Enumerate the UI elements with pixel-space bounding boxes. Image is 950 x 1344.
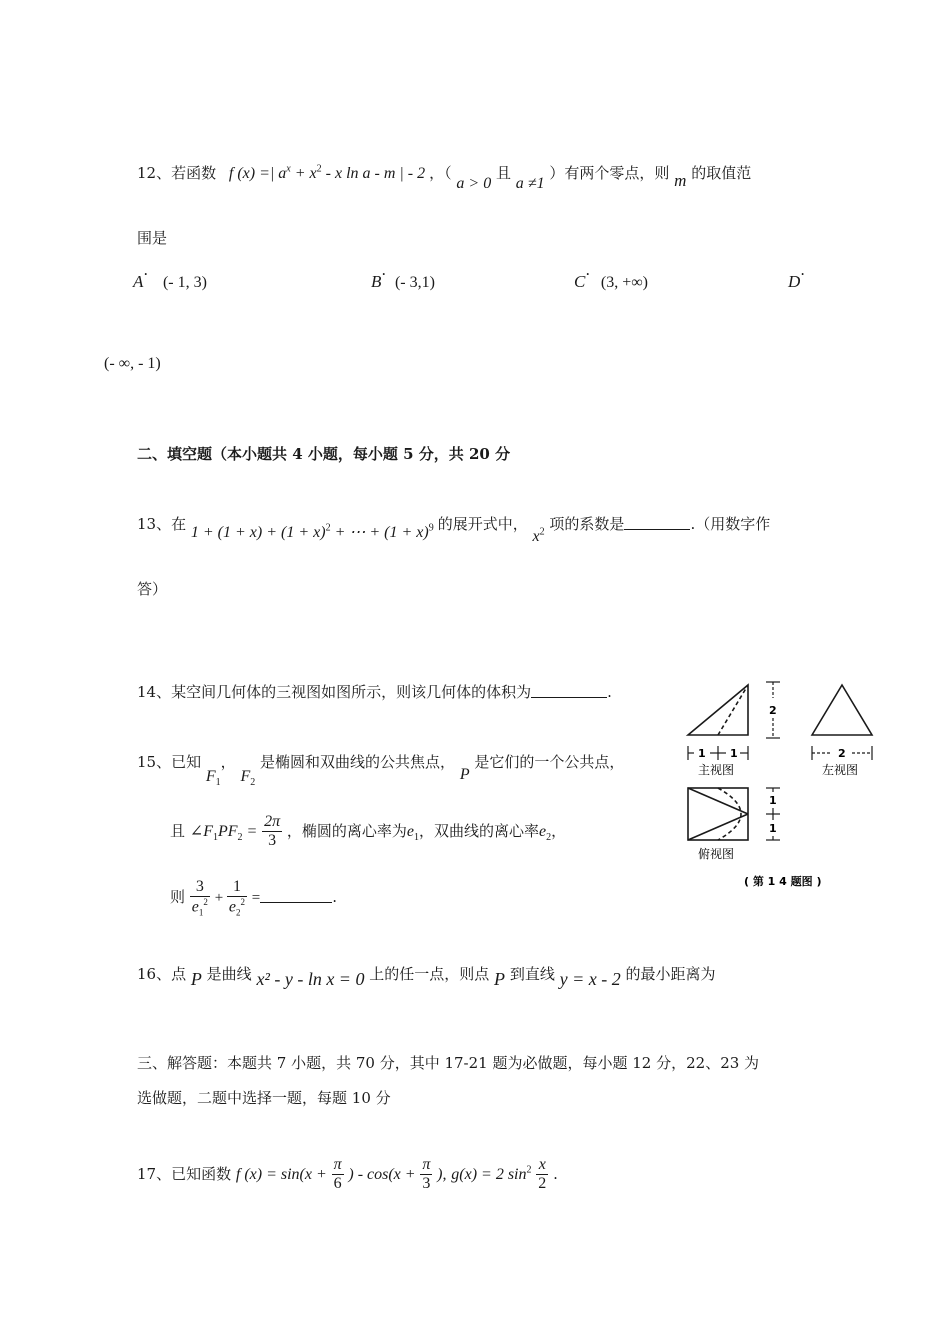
q15-answer-blank[interactable] <box>260 888 332 903</box>
dimension-1a: 1 <box>698 747 706 760</box>
q15-line1: 15、已知 $F_1$， $F_2$ 是椭圆和双曲线的公共焦点， P 是它们的一个公共点， <box>137 753 625 789</box>
q15-line2: 且 $\angle F_1PF_2$ = $\frac{2\pi}{3}$ ，椭圆的离心率为$e_1$，双曲线的离心率$e_2$， <box>170 813 567 850</box>
q15-fraction-1-e2: $\frac{1}{e_2^2}$ <box>228 878 246 918</box>
q12-line1 <box>137 162 752 192</box>
q12-function: f (x) =| $a^x + x^2 - x$ ln a - m | - 2 <box>228 163 426 182</box>
q17-g: g(x) = 2 $\sin^2$ <box>451 1164 532 1183</box>
q13-line1: 13、在 $1 + (1 + x) + (1 + x)^2$ + ⋯ + $(1 + x)^9$ 的展开式中， $x^2$ 项的系数是 .（用数字作 <box>137 515 771 545</box>
q13-answer-blank[interactable] <box>624 515 690 530</box>
q17-frac-pi-6: $\frac{\pi}{6}$ <box>333 1156 342 1193</box>
label-front-view: 主视图 <box>698 763 735 777</box>
q12-option-c: C· (3, +∞) <box>574 265 648 291</box>
q12-line2: 围是 <box>137 229 168 247</box>
top-view <box>688 788 748 840</box>
q17-line: 17、已知函数 f (x) = sin(x + $\frac{\pi}{6}$ ) - cos(x + $\frac{\pi}{3}$ ), g(x) = 2 $\sin^2$ $\frac{x}{2}$ . <box>137 1156 558 1193</box>
side-view-triangle <box>812 685 872 735</box>
q12-qie: 且 <box>496 164 512 182</box>
front-view <box>688 685 748 735</box>
q12-tail-2: 的取值范 <box>691 164 752 182</box>
q16-curve: x² - y - ln x = 0 <box>256 969 365 989</box>
q15-p: P <box>459 766 470 783</box>
q14-answer-blank[interactable] <box>531 683 607 698</box>
q12-option-a: A· (- 1, 3) <box>133 265 207 291</box>
top-view-rect <box>688 788 748 840</box>
section-3-line2: 选做题，二题中选择一题，每题 10 分 <box>137 1089 391 1107</box>
q14-text: 14、某空间几何体的三视图如图所示，则该几何体的体积为 . <box>137 683 612 701</box>
q16-line: 16、点 P 是曲线 x² - y - ln x = 0 上的任一点，则点 P 到直线 y = x - 2 的最小距离为 <box>137 965 716 989</box>
dimension-1d: 1 <box>769 822 777 835</box>
q12-condition-2: a ≠1 <box>515 175 545 192</box>
front-view-hidden-edge <box>718 685 748 735</box>
q13-x-squared: $x^2$ <box>532 526 545 545</box>
q15-fraction-3-e1: $\frac{3}{e_1^2}$ <box>191 878 208 918</box>
front-width-dimension <box>688 746 748 760</box>
q12-comma: ，（ <box>429 164 452 182</box>
q12-option-d: D· <box>788 265 806 291</box>
q17-f: f (x) = sin(x + <box>235 1165 327 1183</box>
q15-angle: $\angle F_1PF_2$ = <box>189 822 258 844</box>
label-side-view: 左视图 <box>822 763 859 777</box>
front-view-triangle <box>688 685 748 735</box>
q12-number: 12、若函数 <box>137 164 217 182</box>
dimension-height-2: 2 <box>769 704 777 717</box>
q12-option-b: B· (- 3,1) <box>371 265 435 291</box>
figure-caption: ( 第 1 4 题图 ) <box>744 875 822 888</box>
side-view <box>812 685 872 735</box>
q16-line-eq: y = x - 2 <box>559 969 621 989</box>
q12-condition-1: a > 0 <box>456 175 492 192</box>
q12-tail: ）有两个零点，则 <box>549 164 670 182</box>
three-view-figure <box>676 676 886 896</box>
q13-line2: 答） <box>137 580 168 598</box>
top-view-hidden-arc <box>718 788 741 840</box>
dimension-1b: 1 <box>730 747 738 760</box>
q15-fraction-2pi-3: $\frac{2\pi}{3}$ <box>264 813 281 850</box>
q15-e2: $e_2$ <box>539 822 552 844</box>
q12-m: m <box>674 171 687 190</box>
q13-expression: $1 + (1 + x) + (1 + x)^2$ + ⋯ + $(1 + x)^9$ <box>190 522 434 541</box>
q15-e1: $e_1$ <box>406 822 420 844</box>
q17-mid: ) - cos(x + <box>348 1165 416 1183</box>
dimension-side-2: 2 <box>838 747 846 760</box>
q15-line3: 则 $\frac{3}{e_1^2}$ + $\frac{1}{e_2^2}$ = . <box>170 878 338 918</box>
q16-p2: P <box>494 969 506 989</box>
q17-frac-pi-3: $\frac{\pi}{3}$ <box>422 1156 431 1193</box>
q15-f1: $F_1$ <box>205 768 221 789</box>
q15-f2: $F_2$ <box>240 768 256 789</box>
q16-p: P <box>190 969 202 989</box>
section-3-line1: 三、解答题：本题共 7 小题，共 70 分，其中 17-21 题为必做题，每小题 12 分，22、23 为 <box>137 1054 760 1072</box>
q17-frac-x-2: $\frac{x}{2}$ <box>538 1156 547 1193</box>
q12-option-d-value: (- ∞, - 1) <box>104 355 161 372</box>
label-top-view: 俯视图 <box>698 847 735 861</box>
dimension-1c: 1 <box>769 794 777 807</box>
section-2-heading: 二、填空题（本小题共 4 小题，每小题 5 分，共 20 分 <box>137 445 511 463</box>
